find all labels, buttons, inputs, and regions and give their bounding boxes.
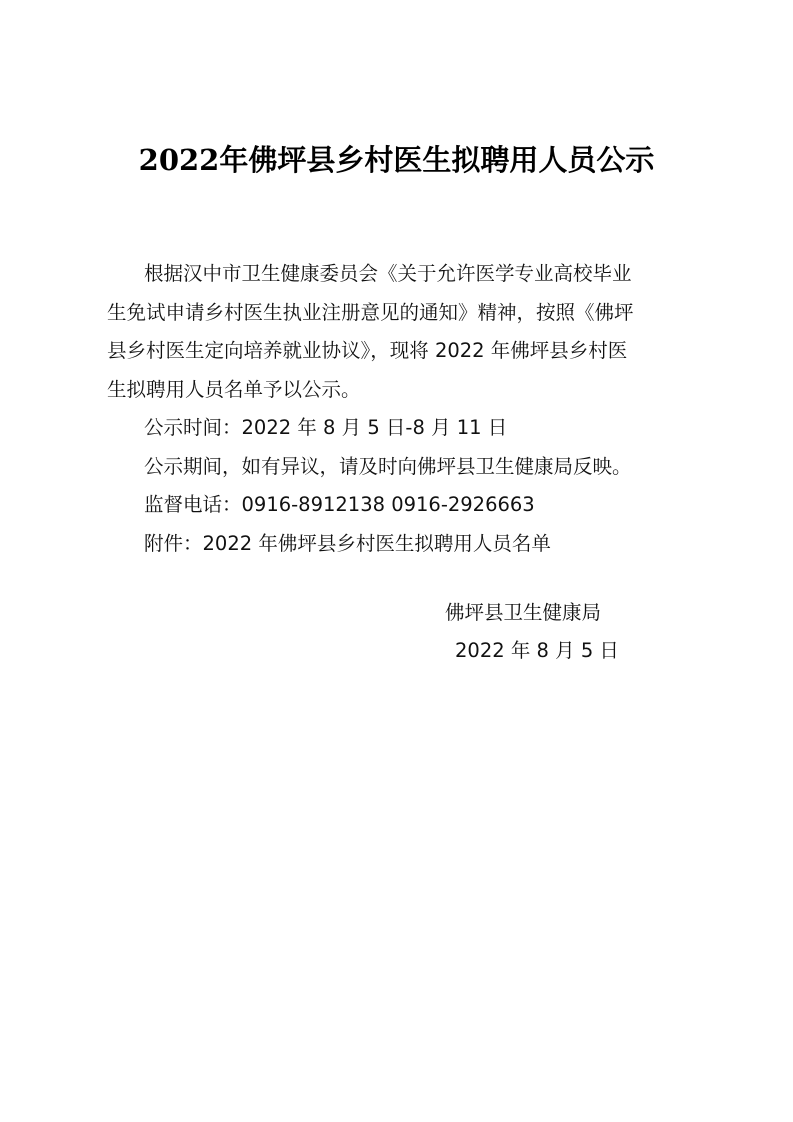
document-body	[107, 255, 697, 563]
signature-organization: 佛坪县卫生健康局	[445, 601, 602, 624]
attachment-note: 附件：2022 年佛坪县乡村医生拟聘用人员名单	[144, 531, 551, 555]
document-title: 2022年佛坪县乡村医生拟聘用人员公示	[138, 143, 655, 177]
publicity-time: 公示时间：2022 年 8 月 5 日-8 月 11 日	[144, 416, 508, 439]
paragraph-line-4: 生拟聘用人员名单予以公示。	[107, 377, 361, 401]
supervision-phone: 监督电话：0916-8912138 0916-2926663	[144, 493, 535, 516]
signature-date: 2022 年 8 月 5 日	[455, 639, 619, 662]
paragraph-line-3: 县乡村医生定向培养就业协议》，现将 2022 年佛坪县乡村医	[107, 339, 628, 362]
objection-notice: 公示期间，如有异议，请及时向佛坪县卫生健康局反映。	[144, 454, 632, 478]
paragraph-line-2: 生免试申请乡村医生执业注册意见的通知》精神，按照《佛坪	[107, 300, 634, 324]
paragraph-line-1: 根据汉中市卫生健康委员会《关于允许医学专业高校毕业	[144, 262, 632, 285]
